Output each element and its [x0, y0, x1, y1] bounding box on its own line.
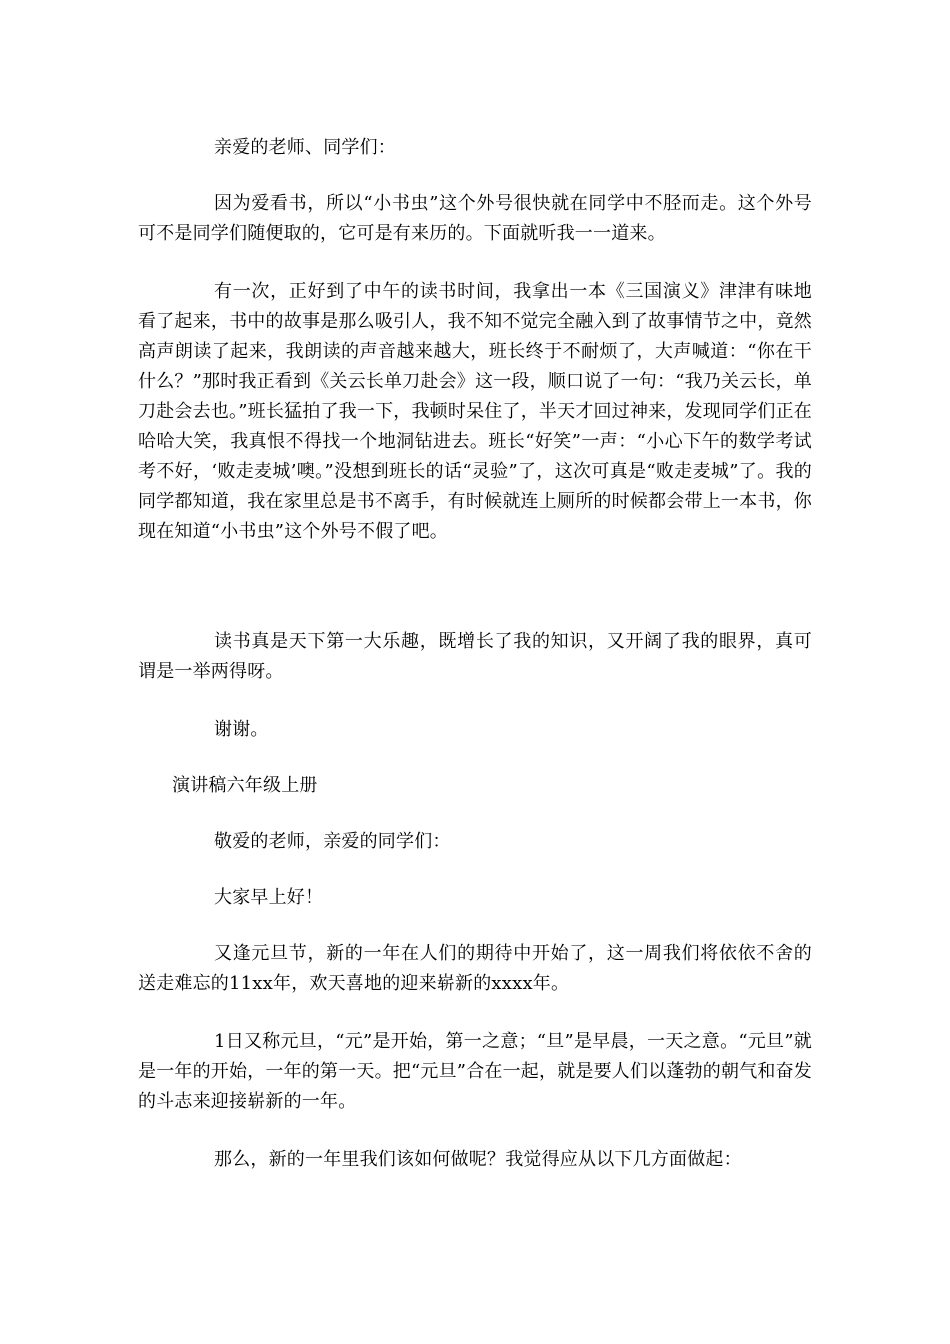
good-morning-paragraph: 大家早上好！ — [214, 887, 324, 908]
new-year-paragraph: 又逢元旦节，新的一年在人们的期待中开始了，这一周我们将依依不舍的送走难忘的11xx年，欢天喜地的迎来崭新的xxxx年。 — [138, 943, 812, 994]
yuandan-meaning-paragraph: 1日又称元旦，“元”是开始，第一之意；“旦”是早晨，一天之意。“元旦”就是一年的开始，一年的第一天。把“元旦”合在一起，就是要人们以蓬勃的朝气和奋发的斗志来迎接崭新的一年。 — [138, 1031, 813, 1112]
second-greeting-paragraph: 敬爱的老师，亲爱的同学们： — [214, 831, 451, 852]
how-to-do-paragraph: 那么，新的一年里我们该如何做呢？我觉得应从以下几方面做起： — [214, 1149, 742, 1170]
nickname-intro-paragraph: 因为爱看书，所以“小书虫”这个外号很快就在同学中不胫而走。这个外号可不是同学们随便取的，它可是有来历的。下面就听我一一道来。 — [138, 193, 812, 244]
section-title: 演讲稿六年级上册 — [172, 775, 318, 796]
greeting-paragraph: 亲爱的老师、同学们： — [214, 137, 396, 158]
reading-joy-paragraph: 读书真是天下第一大乐趣，既增长了我的知识，又开阔了我的眼界，真可谓是一举两得呀。 — [138, 631, 812, 682]
story-paragraph: 有一次，正好到了中午的读书时间，我拿出一本《三国演义》津津有味地看了起来，书中的故事是那么吸引人，我不知不觉完全融入到了故事情节之中，竟然高声朗读了起来，我朗读的声音越来越大，班长终于不耐烦了，大声喊道：“你在干什么？”那时我正看到《关云长单刀赴会》这一段，顺口说了一句：“我乃关云长，单刀赴会去也。”班长猛拍了我一下，我顿时呆住了，半天才回过神来，发现同学们正在哈哈大笑，我真恨不得找一个地洞钻进去。班长“好笑”一声：“小心下午的数学考试考不好，‘败走麦城’噢。”没想到班长的话“灵验”了，这次可真是“败走麦城”了。我的同学都知道，我在家里总是书不离手，有时候就连上厕所的时候都会带上一本书，你现在知道“小书虫”这个外号不假了吧。 — [138, 281, 813, 542]
thanks-paragraph: 谢谢。 — [214, 719, 269, 740]
